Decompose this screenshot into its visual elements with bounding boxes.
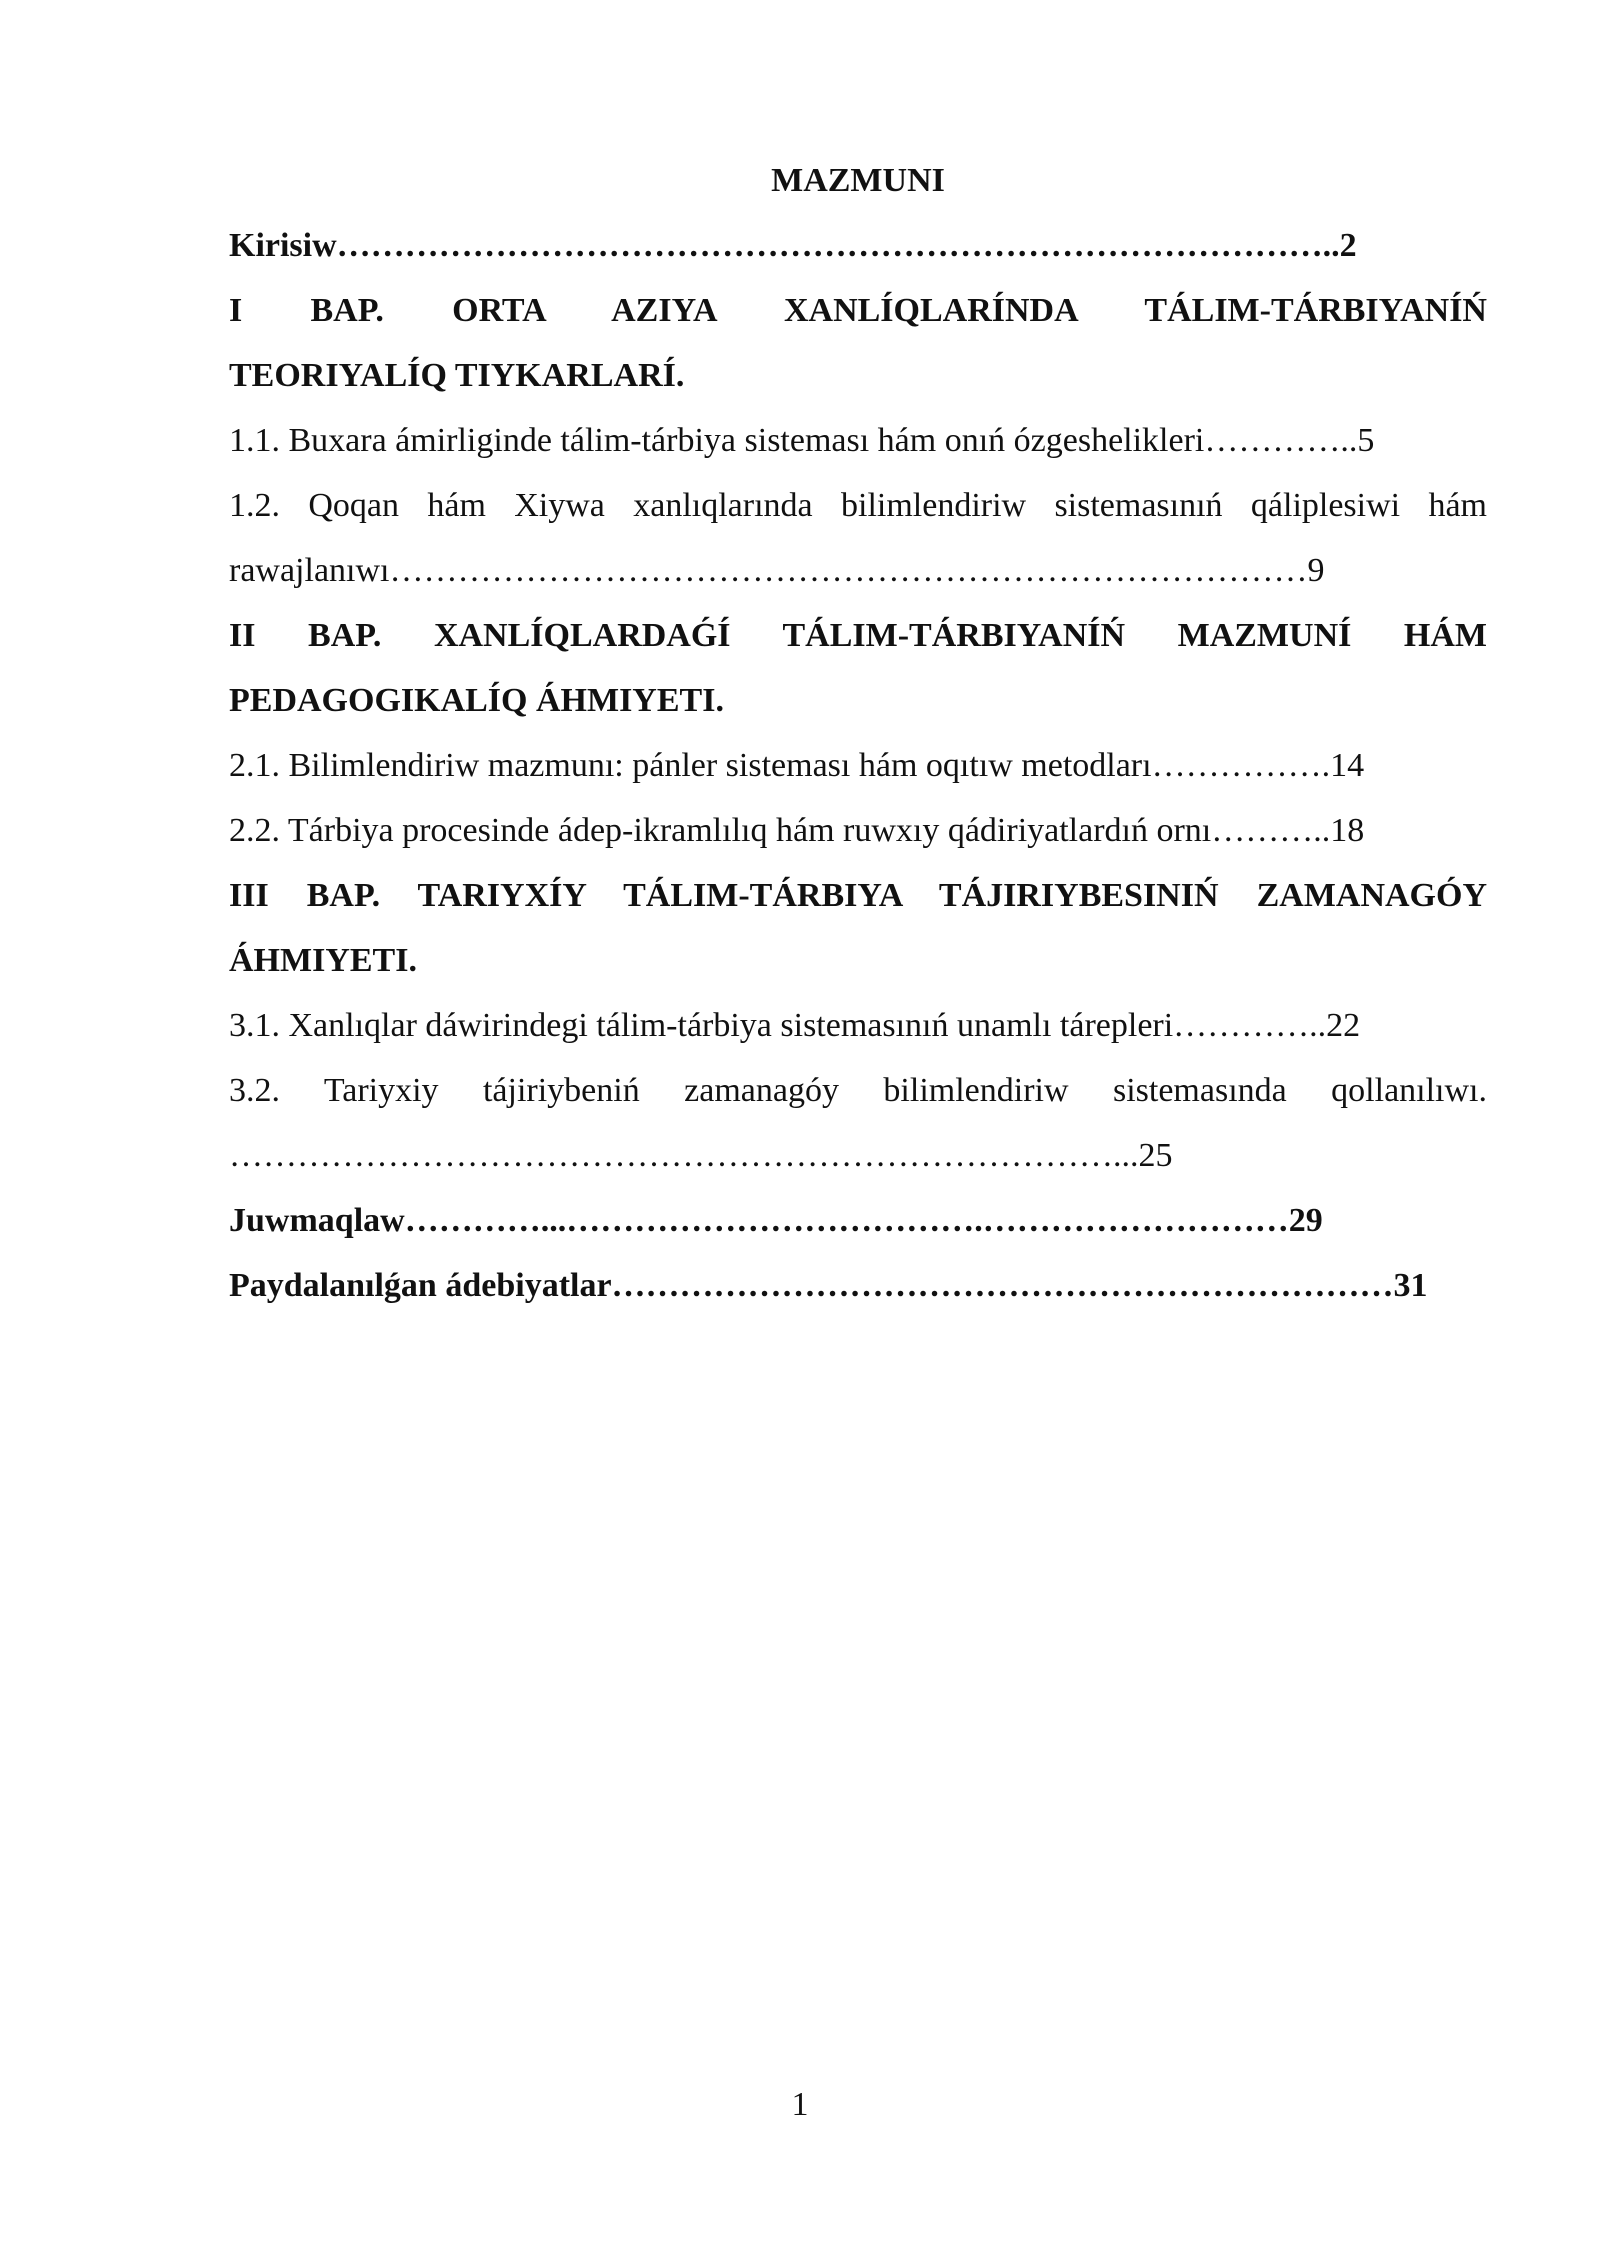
toc-entry-paydalanilgan: Paydalanılǵan ádebiyatlar……………………………………………………………31 xyxy=(229,1267,1428,1304)
section-line: 3.2. Tariyxiy tájiriybeniń zamanagóy bilimlendiriw sistemasında qollanılıwı. xyxy=(229,1072,1487,1109)
toc-entry-section-1-1: 1.1. Buxara ámirliginde tálim-tárbiya sisteması hám onıń ózgeshelikleri…………..5 xyxy=(229,422,1375,459)
toc-chapter-1 xyxy=(229,278,1487,408)
toc-entry-section-2-1: 2.1. Bilimlendiriw mazmunı: pánler sisteması hám oqıtıw metodları…………….14 xyxy=(229,747,1365,784)
toc-entry-section-1-2 xyxy=(229,473,1487,603)
chapter-heading-line: PEDAGOGIKALÍQ ÁHMIYETI. xyxy=(229,682,724,719)
chapter-heading-line: ÁHMIYETI. xyxy=(229,942,417,979)
chapter-heading-line: III BAP. TARIYXÍY TÁLIM-TÁRBIYA TÁJIRIYBESINIŃ ZAMANAGÓY xyxy=(229,877,1487,914)
toc-entry-section-3-1: 3.1. Xanlıqlar dáwirindegi tálim-tárbiya sistemasınıń unamlı tárepleri…………..22 xyxy=(229,1007,1361,1044)
toc-chapter-2 xyxy=(229,603,1487,733)
section-line: rawajlanıwı………………………………………………………………………9 xyxy=(229,552,1325,589)
toc-chapter-3 xyxy=(229,863,1487,993)
section-line: 1.2. Qoqan hám Xiywa xanlıqlarında bilimlendiriw sistemasınıń qáliplesiwi hám xyxy=(229,487,1487,524)
toc-entry-juwmaqlaw: Juwmaqlaw…………...……………………………….………………………29 xyxy=(229,1202,1323,1239)
toc-entry-section-3-2 xyxy=(229,1058,1487,1188)
toc-title: MAZMUNI xyxy=(771,162,945,199)
section-line: ……………………………………………………………………...25 xyxy=(229,1137,1173,1174)
chapter-heading-line: II BAP. XANLÍQLARDAǴÍ TÁLIM-TÁRBIYANÍŃ MAZMUNÍ HÁM xyxy=(229,617,1487,654)
page-number: 1 xyxy=(791,2086,809,2123)
table-of-contents xyxy=(229,148,1487,1318)
chapter-heading-line: TEORIYALÍQ TIYKARLARÍ. xyxy=(229,357,685,394)
toc-entry-kirisiw: Kirisiw……………………………………………………………………………..2 xyxy=(229,227,1357,264)
toc-entry-section-2-2: 2.2. Tárbiya procesinde ádep-ikramlılıq hám ruwxıy qádiriyatlardıń ornı………..18 xyxy=(229,812,1365,849)
chapter-heading-line: I BAP. ORTA AZIYA XANLÍQLARÍNDA TÁLIM-TÁRBIYANÍŃ xyxy=(229,292,1487,329)
